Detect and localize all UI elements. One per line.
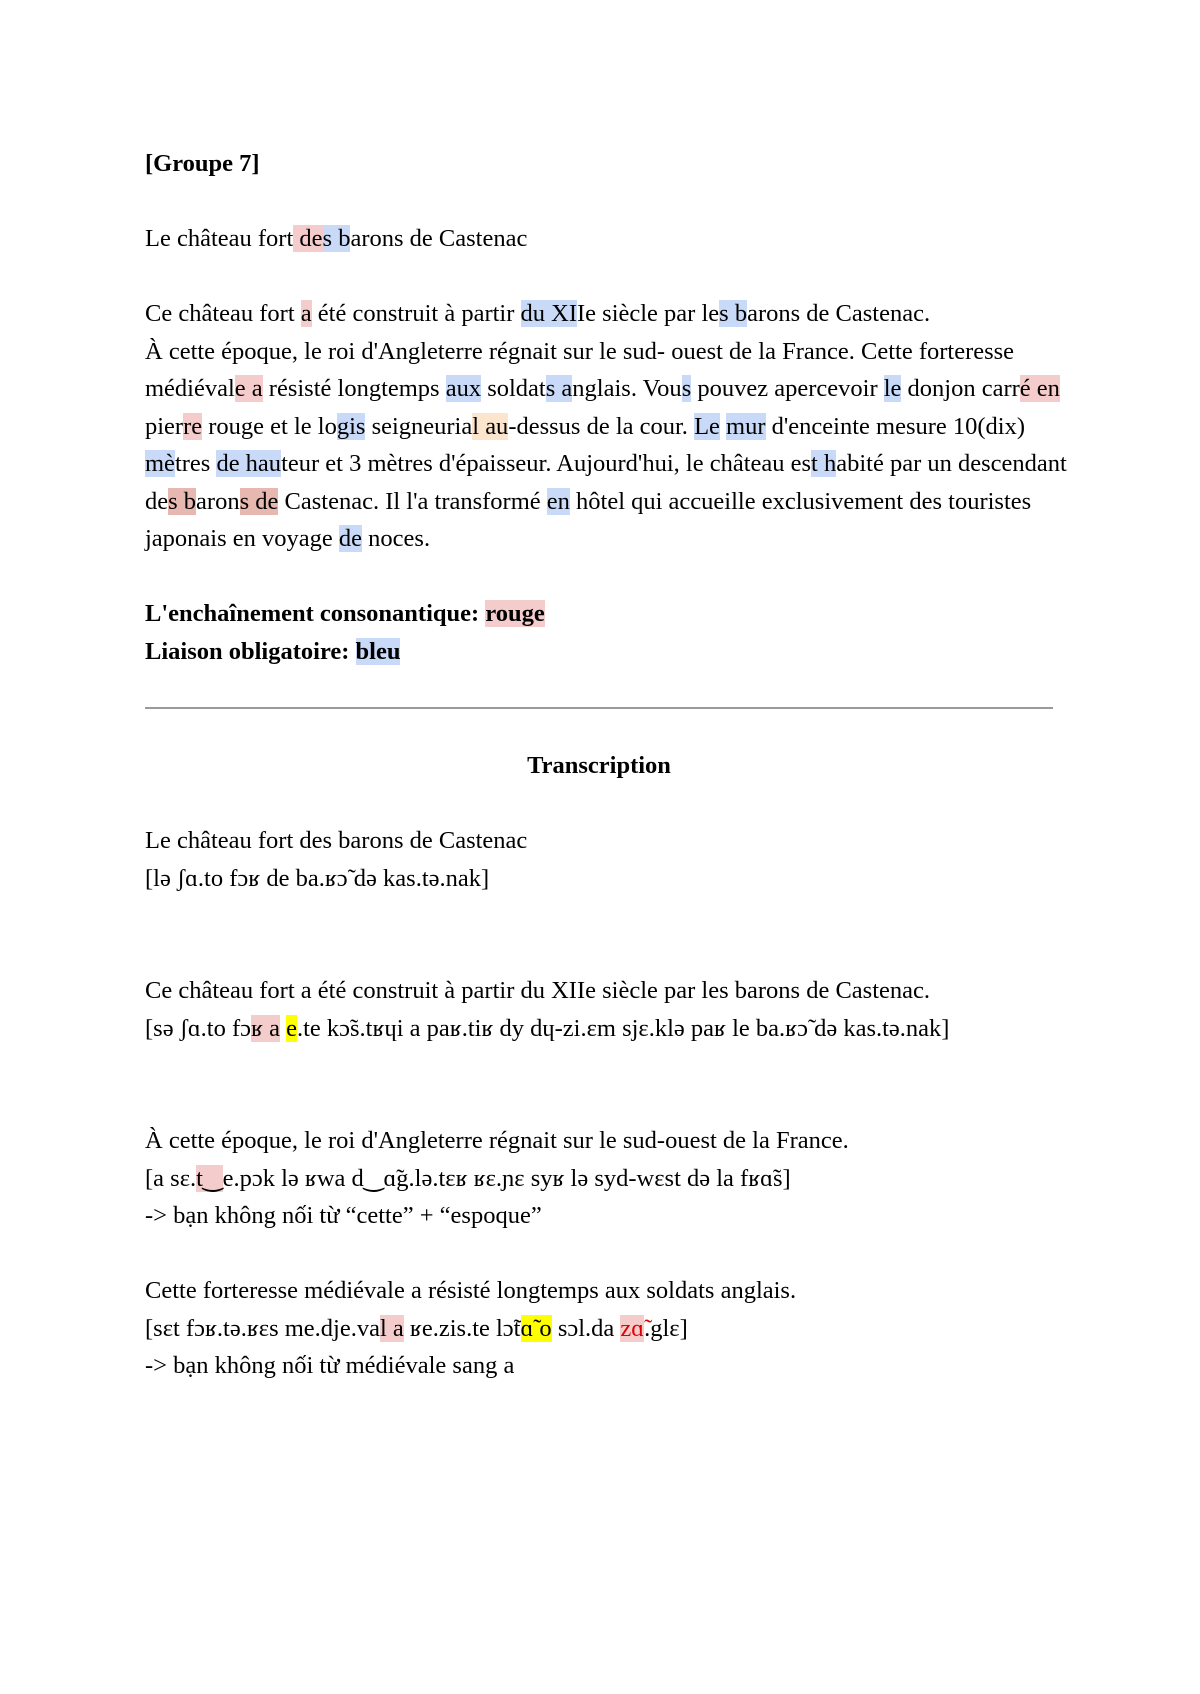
t4-ipa: [sɛt fɔʁ.tə.ʁɛs me.dje.val a ʁe.zis.te lɔ̃tɑ̃ o sɔl.da zɑ̃.glɛ] (145, 1314, 688, 1342)
legend-blue-swatch: bleu (355, 637, 401, 665)
t3-note: -> bạn không nối từ “cette” + “espoque” (145, 1202, 542, 1229)
t2-ipa: [sə ʃɑ.to fɔʁ a e.te kɔ̃s.tʁɥi a paʁ.tiʁ dy dɥ-zi.ɛm sjɛ.klə paʁ le ba.ʁɔ̃ də kas.tə.nak] (145, 1014, 950, 1042)
t4-note: -> bạn không nối từ médiévale sang a (145, 1352, 515, 1379)
t4-line: Cette forteresse médiévale a résisté longtemps aux soldats anglais. (145, 1277, 797, 1304)
group-label: [Groupe 7] (145, 150, 260, 177)
legend-blue: Liaison obligatoire: bleu (145, 637, 401, 665)
t3-ipa: [a sɛ.t‿e.pɔk lə ʁwa d‿ɑ̃g.lə.tɛʁ ʁɛ.ɲɛ syʁ lə syd-wɛst də la fʁɑ̃s] (145, 1164, 791, 1192)
t2-line: Ce château fort a été construit à partir du XIIe siècle par les barons de Castenac. (145, 977, 931, 1004)
legend-red: L'enchaînement consonantique: rouge (145, 600, 545, 627)
t1-line: Le château fort des barons de Castenac (145, 827, 528, 854)
text-title: Le château fort des barons de Castenac (145, 225, 528, 252)
t3-line: À cette époque, le roi d'Angleterre régnait sur le sud-ouest de la France. (145, 1127, 849, 1154)
legend-red-swatch: rouge (485, 600, 545, 627)
main-paragraph: Ce château fort a été construit à partir du XIIe siècle par les barons de Castenac. À cette époque, le roi d'Angleterre régnait sur le sud- ouest de la France. Cette forteresse médiévale a résisté longtemps aux soldats anglais. Vous pouvez apercevoir le donjon carré en pierre rouge et le logis seigneurial au-dessus de la cour. Le mur d'enceinte mesure 10(dix) mètres de hauteur et 3 mètres d'épaisseur. Aujourd'hui, le château est habité par un descendant des barons de Castenac. Il l'a transformé en hôtel qui accueille exclusivement des touristes japonais en voyage de noces. (145, 300, 1067, 552)
transcription-title: Transcription (527, 752, 671, 779)
t1-ipa: [lə ʃɑ.to fɔʁ de ba.ʁɔ̃ də kas.tə.nak] (145, 864, 490, 892)
document-body (145, 145, 1080, 1385)
horizontal-rule (145, 707, 1053, 709)
